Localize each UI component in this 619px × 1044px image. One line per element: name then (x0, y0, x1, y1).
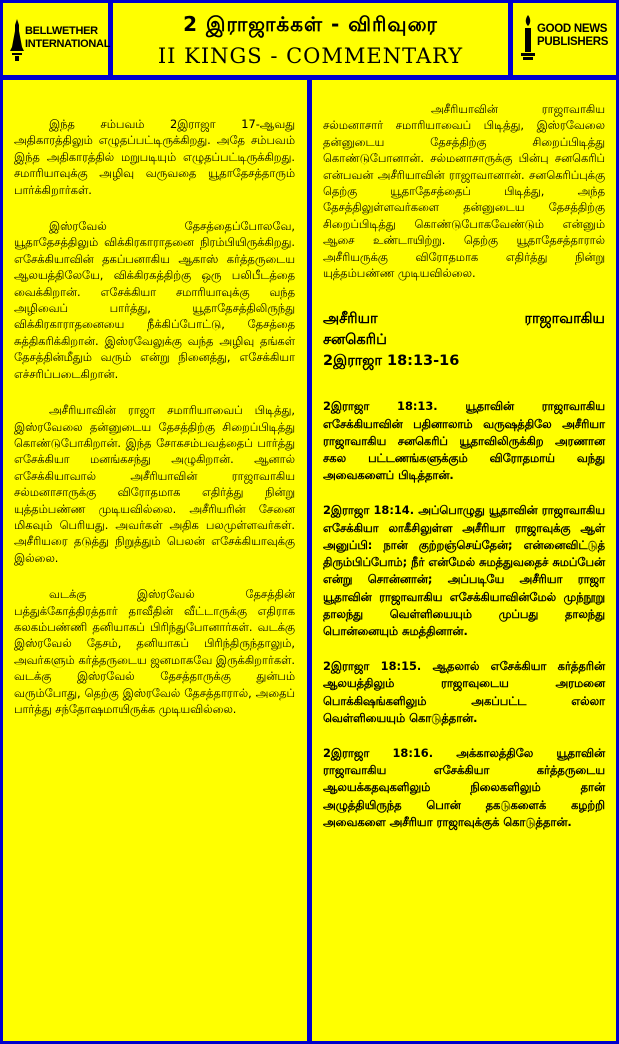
scripture-verse: 2இராஜா 18:14. அப்பொழுது யூதாவின் ராஜாவாகிய எசேக்கியா லாகீசிலுள்ள அசீரியா ராஜாவுக்கு ஆள் அனுப்பி: நான் குற்றஞ்செய்தேன்; என்னைவிட்டுத் திரும்பிப்போம்; நீர் என்மேல் சுமத்துவதைச் சுமப்பேன் என்று சொன்னான்; அப்படியே அசீரியா ராஜா யூதாவின் ராஜாவாகிய எசேக்கியாவின்மேல் முந்நூறு தாலந்து வெள்ளியையும் முப்பது தாலந்து பொன்னையும் சுமத்தினான். (323, 503, 605, 638)
commentary-paragraph: அசீரியாவின் ராஜா சமாரியாவைப் பிடித்து, இஸ்ரவேலை தன்னுடைய தேசத்திற்கு சிறைப்பிடித்து கொண்டுபோகிறான். இந்த சோகசம்பவத்தைப் பார்த்து எசேக்கியா மனங்கசந்து அழுகிறான். ஆனால் எசேக்கியாவால் அசீரியாவின் ராஜாவாகிய சல்மனாசாருக்கு விரோதமாக எதிர்த்து நின்று யுத்தம்பண்ண முடியவில்லை. அசீரியரின் சேனை மிகவும் பெரியது. அவர்கள் அதிக பலமுள்ளவர்கள். அசீரியரை தடுத்து நிறுத்தும் பெலன் எசேக்கியாவுக்கு இல்லை. (14, 403, 295, 565)
page-title-tamil: 2 இராஜாக்கள் - விரிவுரை (183, 12, 438, 36)
section-heading-line: சனகெரிப் (323, 332, 387, 349)
section-heading-word: ராஜாவாகிய (524, 311, 605, 328)
right-column (312, 80, 616, 1041)
scripture-verse: 2இராஜா 18:16. அக்காலத்திலே யூதாவின் ராஜாவாகிய எசேக்கியா கர்த்தருடைய ஆலயக்கதவுகளிலும் நிலைகளிலும் தான் அழுத்தியிருந்த பொன் தகடுகளைக் கழற்றி அவைகளை அசீரியா ராஜாவுக்குக் கொடுத்தான். (323, 745, 605, 829)
commentary-paragraph: இந்த சம்பவம் 2இராஜா 17-ஆவது அதிகாரத்திலும் எழுதப்பட்டிருக்கிறது. அதே சம்பவம் இந்த அதிகாரத்தில் மறுபடியும் எழுதப்பட்டிருக்கிறது. சமாரியாவுக்கு அழிவு வருவதை யூதாதேசத்தாரும் பார்க்கிறார்கள். (14, 117, 295, 197)
commentary-paragraph: இஸ்ரவேல் தேசத்தைப்போலவே, யூதாதேசத்திலும் விக்கிரகாராதனை நிரம்பியிருக்கிறது. எசேக்கியாவின் தகப்பனாகிய ஆகாஸ் கர்த்தருடைய ஆலயத்திலேயே, விக்கிரகத்திற்கு ஒரு பலிபீடத்தை வைக்கிறான். எசேக்கியா சமாரியாவுக்கு வந்த அழிவைப் பார்த்து, யூதாதேசத்திலிருந்து விக்கிரகாராதனையை நீக்கிப்போட்டு, தேசத்தை சுத்திகரிக்கிறான். இஸ்ரவேலுக்கு வந்த அழிவு தங்கள் தேசத்தின்மீதும் வரும் என்று நினைத்து, எசேக்கியா எச்சரிப்படைகிறான். (14, 219, 295, 381)
section-heading (323, 309, 605, 372)
left-column (3, 80, 307, 1041)
good-news-publishers-logo (513, 3, 616, 75)
section-heading-word: அசீரியா (323, 311, 378, 328)
page-title-english: II KINGS - COMMENTARY (157, 44, 464, 68)
commentary-paragraph: வடக்கு இஸ்ரவேல் தேசத்தின் பத்துக்கோத்திரத்தார் தாவீதின் வீட்டாருக்கு எதிராக கலகம்பண்ணி தனியாகப் பிரிந்துபோனார்கள். வடக்கு இஸ்ரவேல் தேசம், தனியாகப் பிரிந்திருந்தாலும், அவர்களும் கர்த்தருடைய ஜனமாகவே இருக்கிறார்கள். வடக்கு இஸ்ரவேல் தேசத்தாருக்கு துன்பம் வரும்போது, தெற்கு இஸ்ரவேல் தேசத்தாரால், அதைப் பார்த்து சந்தோஷமாயிருக்க முடியவில்லை. (14, 587, 295, 716)
scripture-verse: 2இராஜா 18:15. ஆதலால் எசேக்கியா கர்த்தரின் ஆலயத்திலும் ராஜாவுடைய அரமனை பொக்கிஷங்களிலும் அகப்பட்ட எல்லா வெள்ளியையும் கொடுத்தான். (323, 659, 605, 725)
candle-icon (520, 15, 536, 61)
intro-paragraph: அசீரியாவின் ராஜாவாகிய சல்மனாசார் சமாரியாவைப் பிடித்து, இஸ்ரவேலை தன்னுடைய தேசத்திற்கு சிறைப்பிடித்து கொண்டுபோனான். சல்மனாசாருக்கு பின்பு சனகெரிப் என்பவன் அசீரியாவின் ராஜாவானான். சனகெரிப்புக்கு தெற்கு யூதாதேசத்தைப் பிடித்து, அந்த தேசத்திலுள்ளவர்களை தன்னுடைய தேசத்திற்கு சிறைப்பிடித்து கொண்டுபோகவேண்டும் என்னும் ஆசை உண்டாயிற்று. தெற்கு யூதாதேசத்தாரால் அசீரியருக்கு விரோதமாக எதிர்த்து நின்று யுத்தம்பண்ண முடியவில்லை. (323, 102, 605, 281)
bellwether-logo (3, 3, 111, 75)
page-title-block (113, 3, 508, 75)
good-news-publishers-logo-text: GOOD NEWS PUBLISHERS (537, 23, 609, 48)
scripture-verse: 2இராஜா 18:13. யூதாவின் ராஜாவாகிய எசேக்கியாவின் பதினாலாம் வருஷத்திலே அசீரியா ராஜாவாகிய சனகெரிப் யூதாவிலிருக்கிற அரணான சகல பட்டணங்களுக்கும் விரோதமாய் வந்து அவைகளைப் பிடித்தான். (323, 399, 605, 483)
bellwether-logo-text: BELLWETHER INTERNATIONAL (25, 25, 111, 50)
bell-icon (9, 17, 25, 61)
section-heading-reference: 2இராஜா 18:13-16 (323, 353, 460, 370)
